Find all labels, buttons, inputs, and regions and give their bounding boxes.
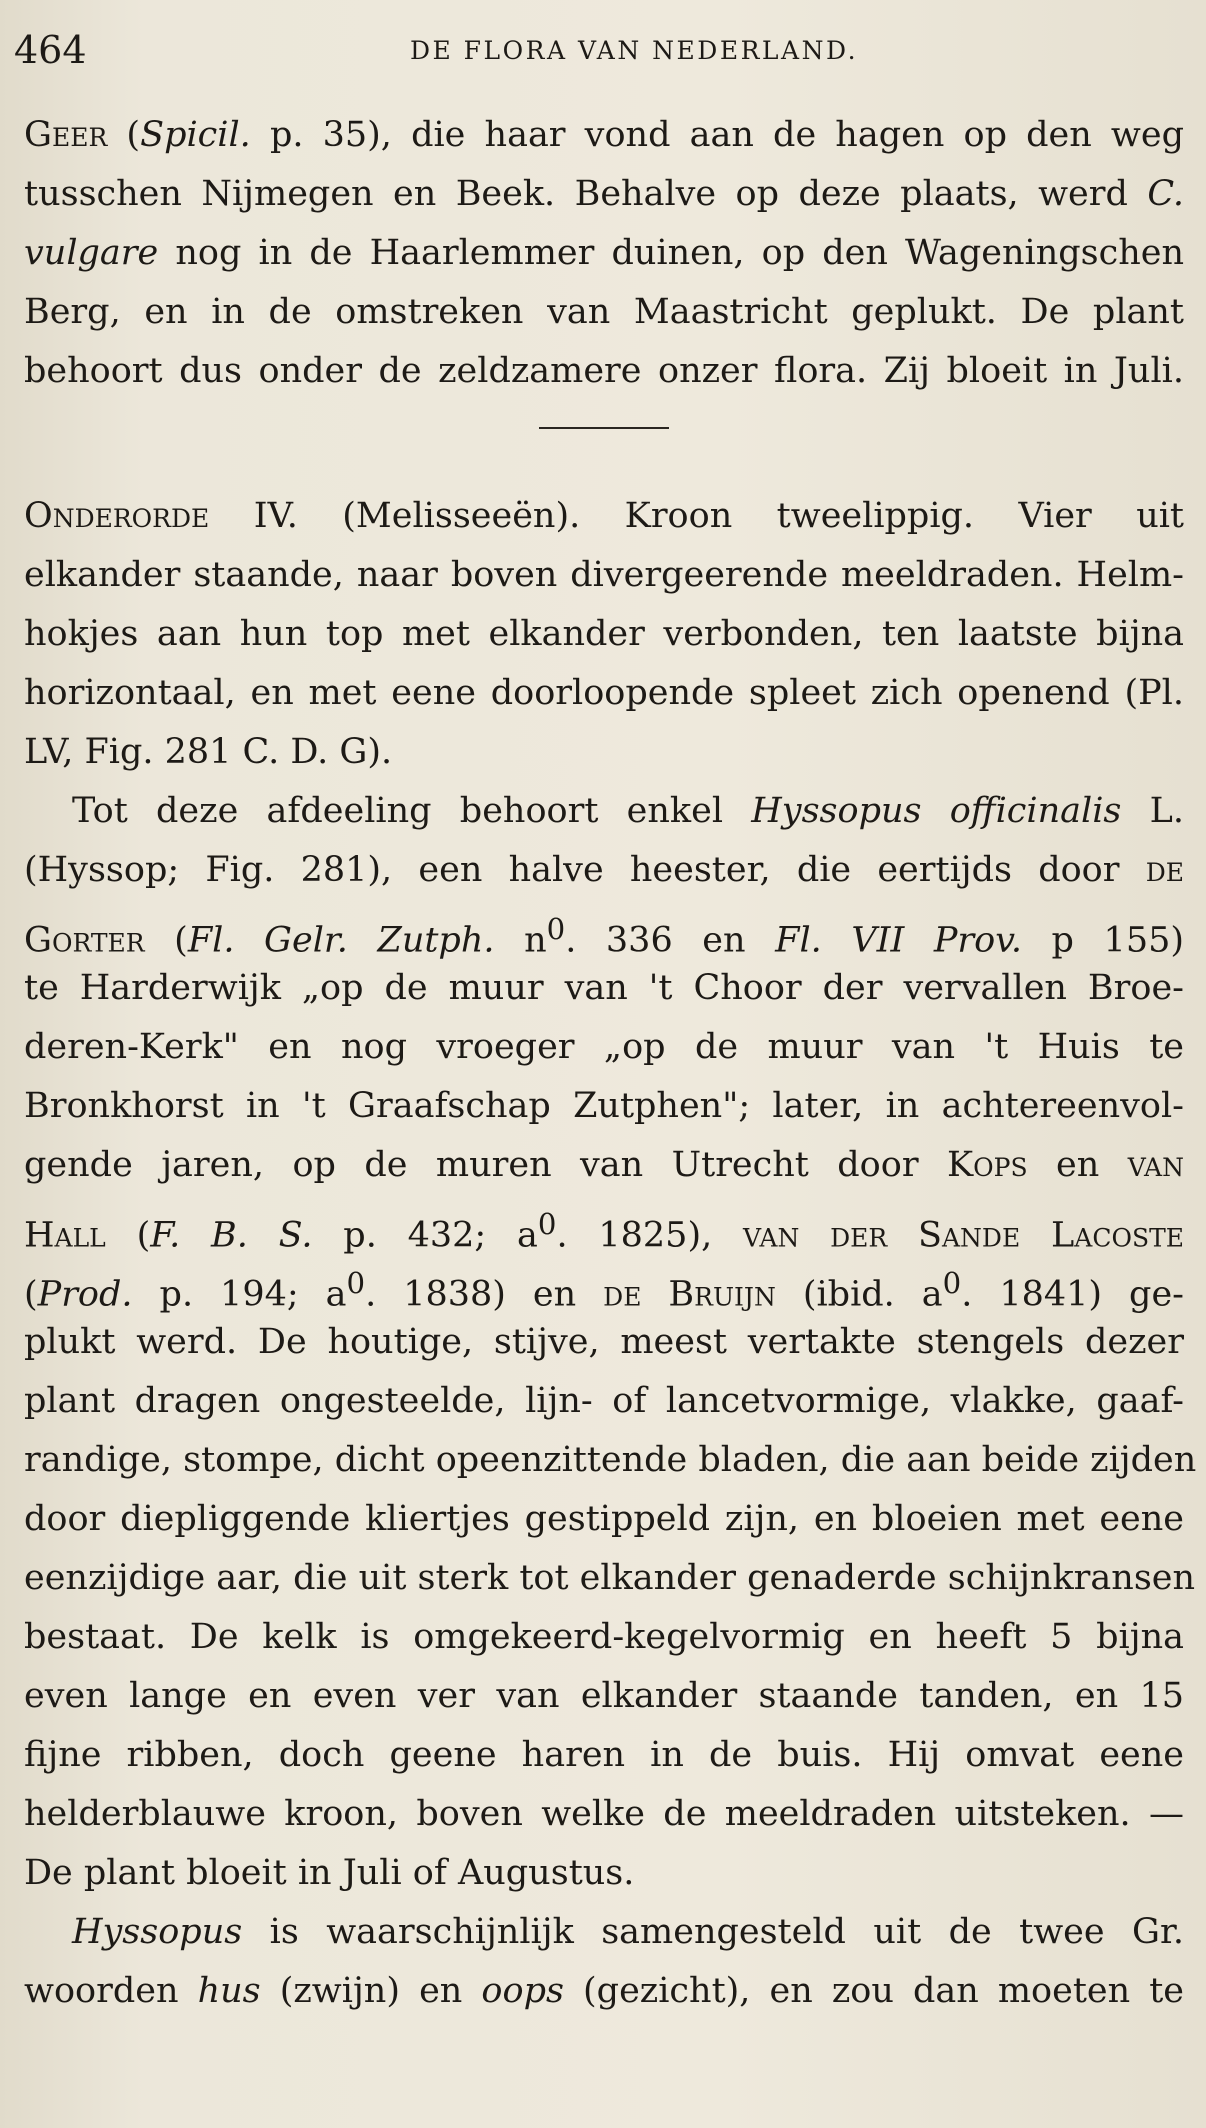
text-line: te Harderwijk „op de muur van 't Choor der vervallen Broe-	[24, 968, 1184, 1008]
text-line: even lange en even ver van elkander staande tanden, en 15	[24, 1676, 1184, 1716]
text-line: randige, stompe, dicht opeenzittende bladen, die aan beide zijden	[24, 1440, 1197, 1480]
divider-line	[539, 427, 669, 429]
text-line: De plant bloeit in Juli of Augustus.	[24, 1853, 635, 1893]
text-line: deren-Kerk" en nog vroeger „op de muur van 't Huis te	[24, 1027, 1184, 1067]
running-title: DE FLORA VAN NEDERLAND.	[409, 36, 859, 65]
text-line: plukt werd. De houtige, stijve, meest vertakte stengels dezer	[24, 1322, 1184, 1362]
text-line: bestaat. De kelk is omgekeerd-kegelvormig en heeft 5 bijna	[24, 1617, 1184, 1657]
page-number: 464	[14, 28, 87, 72]
text-line: Berg, en in de omstreken van Maastricht geplukt. De plant	[24, 292, 1184, 332]
text-line: elkander staande, naar boven divergeerende meeldraden. Helm-	[24, 555, 1184, 595]
text-line: (Hyssop; Fig. 281), een halve heester, die eertijds door de	[24, 850, 1184, 890]
text-line: Gorter (Fl. Gelr. Zutph. $n^0$. 336 en Fl. VII Prov. p 155)	[24, 912, 1185, 961]
text-line: eenzijdige aar, die uit sterk tot elkander genaderde schijnkransen	[24, 1558, 1196, 1598]
text-line: hokjes aan hun top met elkander verbonden, ten laatste bijna	[24, 614, 1184, 654]
text-line: tusschen Nijmegen en Beek. Behalve op deze plaats, werd C.	[24, 174, 1184, 214]
text-line: Onderorde IV. (Melisseeën). Kroon tweelippig. Vier uit	[24, 496, 1184, 536]
page-header	[14, 22, 1194, 78]
text-line: Geer (Spicil. p. 35), die haar vond aan de hagen op den weg	[24, 115, 1185, 155]
text-line: behoort dus onder de zeldzamere onzer flora. Zij bloeit in Juli.	[24, 351, 1184, 391]
text-line: vulgare nog in de Haarlemmer duinen, op den Wageningschen	[24, 233, 1184, 273]
text-line: Bronkhorst in 't Graafschap Zutphen"; later, in achtereenvol-	[24, 1086, 1184, 1126]
section-divider	[24, 407, 1184, 435]
text-line: Hyssopus is waarschijnlijk samengesteld uit de twee Gr.	[72, 1912, 1184, 1952]
text-line: horizontaal, en met eene doorloopende spleet zich openend (Pl.	[24, 673, 1184, 713]
text-line: fijne ribben, doch geene haren in de buis. Hij omvat eene	[24, 1735, 1184, 1775]
text-line: plant dragen ongesteelde, lijn- of lancetvormige, vlakke, gaaf-	[24, 1381, 1184, 1421]
text-line: woorden hus (zwijn) en oops (gezicht), en zou dan moeten te	[24, 1971, 1184, 2011]
text-line: door diepliggende kliertjes gestippeld zijn, en bloeien met eene	[24, 1499, 1184, 1539]
text-line: helderblauwe kroon, boven welke de meeldraden uitsteken. —	[24, 1794, 1184, 1834]
body-text	[24, 106, 1197, 2021]
text-line: LV, Fig. 281 C. D. G).	[24, 732, 393, 772]
text-line: gende jaren, op de muren van Utrecht door Kops en van	[24, 1145, 1184, 1185]
text-line: (Prod. p. 194; $a^0$. 1838) en de Bruijn (ibid. $a^0$. 1841) ge-	[24, 1266, 1184, 1315]
text-line: Tot deze afdeeling behoort enkel Hyssopus officinalis L.	[72, 791, 1184, 831]
text-line: Hall (F. B. S. p. 432; $a^0$. 1825), van der Sande Lacoste	[24, 1207, 1184, 1256]
